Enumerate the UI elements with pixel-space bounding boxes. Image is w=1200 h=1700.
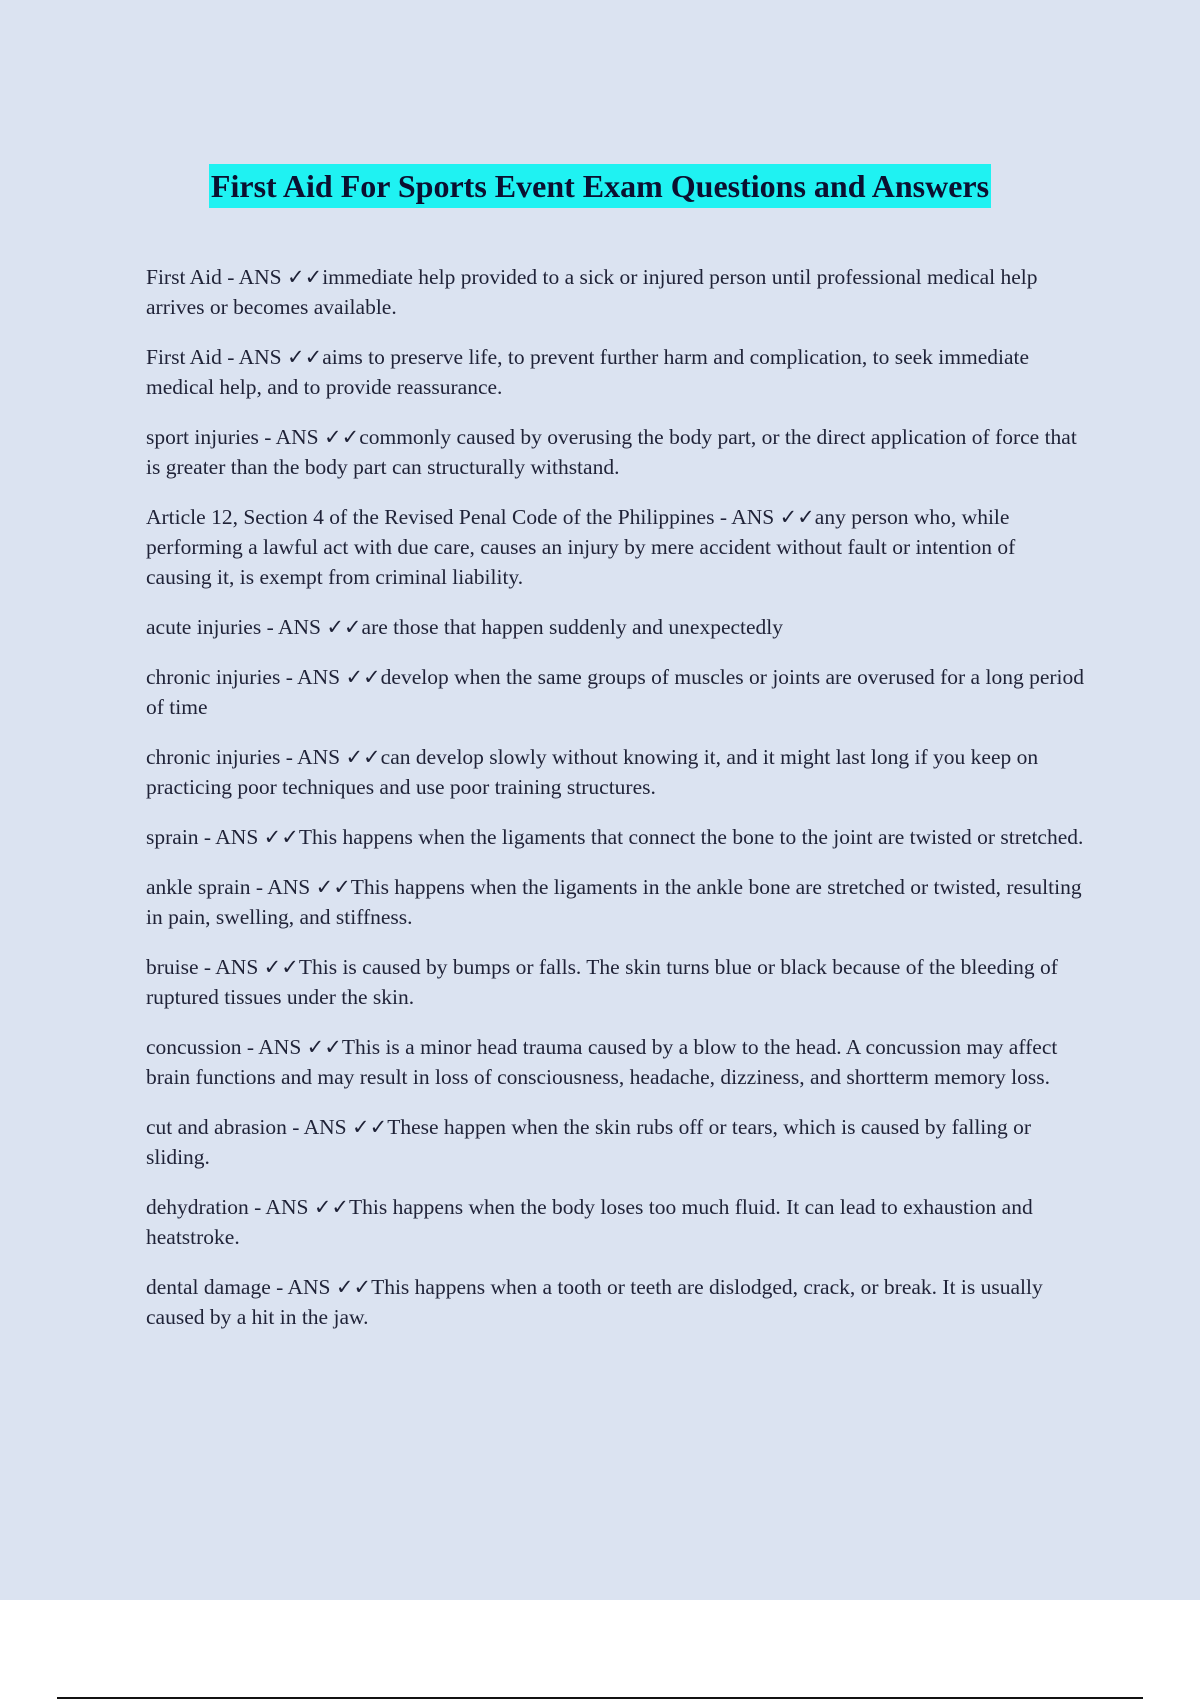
qa-item	[146, 1112, 1086, 1172]
qa-answer: These happen when the skin rubs off or tears, which is caused by falling or sliding.	[146, 1115, 1032, 1169]
qa-term: First Aid	[146, 345, 222, 369]
ans-label: - ANS	[248, 1195, 314, 1219]
qa-term: First Aid	[146, 265, 222, 289]
footer-divider	[57, 1697, 1143, 1699]
double-check-icon: ✓✓	[286, 265, 323, 289]
qa-item	[146, 502, 1086, 592]
qa-answer: This is caused by bumps or falls. The skin turns blue or black because of the bleeding of ruptured tissues under the skin.	[146, 955, 1058, 1009]
qa-item	[146, 952, 1086, 1012]
qa-item	[146, 612, 1086, 642]
double-check-icon: ✓✓	[323, 425, 360, 449]
ans-label: - ANS	[258, 425, 324, 449]
qa-answer: are those that happen suddenly and unexpectedly	[361, 615, 784, 639]
qa-answer: develop when the same groups of muscles or joints are overused for a long period of time	[146, 665, 1084, 719]
double-check-icon: ✓✓	[326, 615, 362, 639]
ans-label: - ANS	[280, 745, 346, 769]
ans-label: - ANS	[221, 265, 287, 289]
double-check-icon: ✓✓	[263, 955, 299, 979]
qa-item	[146, 662, 1086, 722]
ans-label: - ANS	[270, 1275, 336, 1299]
title-container	[0, 143, 1200, 230]
double-check-icon: ✓✓	[306, 1035, 342, 1059]
double-check-icon: ✓✓	[779, 505, 815, 529]
qa-item	[146, 872, 1086, 932]
qa-term: cut and abrasion	[146, 1115, 287, 1139]
qa-item	[146, 1272, 1086, 1332]
qa-item	[146, 422, 1086, 482]
qa-answer: immediate help provided to a sick or injured person until professional medical help arrives or becomes available.	[146, 265, 1038, 319]
qa-answer: This happens when the ligaments that connect the bone to the joint are twisted or stretched.	[298, 825, 1084, 849]
qa-item	[146, 822, 1086, 852]
double-check-icon: ✓✓	[345, 665, 381, 689]
qa-term: concussion	[146, 1035, 242, 1059]
qa-term: dental damage	[146, 1275, 271, 1299]
qa-answer: commonly caused by overusing the body part, or the direct application of force that is greater than the body part can structurally withstand.	[146, 425, 1077, 479]
double-check-icon: ✓✓	[286, 345, 323, 369]
qa-answer: This happens when a tooth or teeth are dislodged, crack, or break. It is usually caused by a hit in the jaw.	[146, 1275, 1043, 1329]
qa-answer: can develop slowly without knowing it, and it might last long if you keep on practicing poor techniques and use poor training structures.	[146, 745, 1039, 799]
double-check-icon: ✓✓	[315, 875, 351, 899]
ans-label: - ANS	[241, 1035, 307, 1059]
document-title: First Aid For Sports Event Exam Questions and Answers	[209, 164, 991, 208]
double-check-icon: ✓✓	[352, 1115, 388, 1139]
qa-term: chronic injuries	[146, 665, 281, 689]
ans-label: - ANS	[198, 955, 264, 979]
qa-term: sport injuries	[146, 425, 259, 449]
ans-label: - ANS	[221, 345, 287, 369]
ans-label: - ANS	[714, 505, 780, 529]
ans-label: - ANS	[286, 1115, 353, 1139]
qa-term: sprain	[146, 825, 199, 849]
ans-label: - ANS	[250, 875, 316, 899]
double-check-icon: ✓✓	[345, 745, 381, 769]
double-check-icon: ✓✓	[263, 825, 299, 849]
qa-term: dehydration	[146, 1195, 249, 1219]
ans-label: - ANS	[261, 615, 327, 639]
ans-label: - ANS	[198, 825, 264, 849]
qa-answer: aims to preserve life, to prevent further harm and complication, to seek immediate medical help, and to provide reassurance.	[146, 345, 1030, 399]
qa-answer: This happens when the ligaments in the ankle bone are stretched or twisted, resulting in pain, swelling, and stiffness.	[146, 875, 1082, 929]
double-check-icon: ✓✓	[335, 1275, 372, 1299]
qa-item	[146, 742, 1086, 802]
qa-term: ankle sprain	[146, 875, 251, 899]
ans-label: - ANS	[280, 665, 346, 689]
double-check-icon: ✓✓	[313, 1195, 350, 1219]
qa-answer: any person who, while performing a lawful act with due care, causes an injury by mere accident without fault or intention of causing it, is exempt from criminal liability.	[146, 505, 1016, 589]
qa-term: bruise	[146, 955, 199, 979]
qa-list	[146, 262, 1086, 1352]
qa-term: acute injuries	[146, 615, 262, 639]
qa-term: chronic injuries	[146, 745, 281, 769]
qa-item	[146, 342, 1086, 402]
qa-term: Article 12, Section 4 of the Revised Penal Code of the Philippines	[146, 505, 715, 529]
qa-answer: This happens when the body loses too much fluid. It can lead to exhaustion and heatstroke.	[146, 1195, 1033, 1249]
qa-answer: This is a minor head trauma caused by a blow to the head. A concussion may affect brain functions and may result in loss of consciousness, headache, dizziness, and shortterm memory loss.	[146, 1035, 1058, 1089]
qa-item	[146, 1032, 1086, 1092]
qa-item	[146, 262, 1086, 322]
qa-item	[146, 1192, 1086, 1252]
